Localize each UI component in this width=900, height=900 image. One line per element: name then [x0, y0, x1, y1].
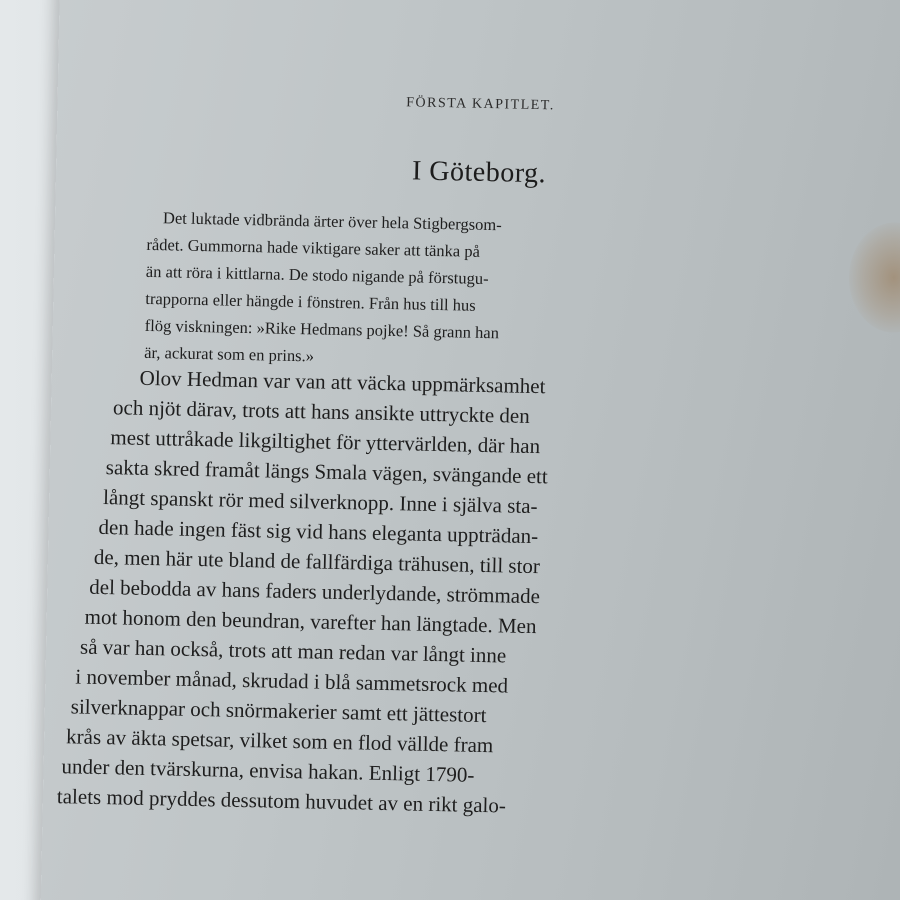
text-line: silverknappar och snörmakerier samt ett jättestort [70, 694, 487, 728]
text-line: och njöt därav, trots att hans ansikte uttryckte den [112, 395, 531, 428]
text-line: så var han också, trots att man redan var långt inne [79, 634, 507, 668]
chapter-label: FÖRSTA KAPITLET. [406, 95, 555, 114]
text-line: de, men här ute bland de fallfärdiga trähusen, till stor [93, 544, 541, 579]
text-line: än att röra i kittlarna. De stodo nigande på förstugu- [145, 261, 489, 289]
text-line: under den tvärskurna, envisa hakan. Enligt 1790- [61, 754, 475, 787]
text-line: sakta skred framåt längs Smala vägen, svängande ett [105, 455, 548, 489]
text-line: Olov Hedman var van att väcka uppmärksamhet [139, 365, 546, 399]
text-line: talets mod pryddes dessutom huvudet av en rikt galo- [56, 784, 507, 818]
text-line: mest uttråkade likgiltighet för yttervärlden, där han [110, 425, 541, 459]
text-line: rådet. Gummorna hade viktigare saker att tänka på [146, 234, 481, 261]
text-line: del bebodda av hans faders underlydande, strömmade [89, 574, 541, 609]
text-line: i november månad, skrudad i blå sammetsrock med [75, 664, 509, 698]
text-line: Det luktade vidbrända ärter över hela Stigbergsom- [162, 208, 502, 235]
text-line: långt spanskt rör med silverknopp. Inne i själva sta- [102, 485, 538, 519]
chapter-title: I Göteborg. [411, 155, 547, 190]
text-line: krås av äkta spetsar, vilket som en flod vällde fram [65, 724, 494, 758]
text-line: trapporna eller hängde i fönstren. Från hus till hus [145, 288, 476, 315]
book-page [40, 0, 900, 900]
text-line: mot honom den beundran, varefter han längtade. Men [84, 604, 537, 639]
page-stain [848, 222, 900, 334]
text-line: den hade ingen fäst sig vid hans eleganta uppträdan- [98, 514, 539, 549]
text-line: är, ackurat som en prins.» [144, 342, 315, 366]
text-line: flög viskningen: »Rike Hedmans pojke! Så grann han [144, 315, 500, 343]
